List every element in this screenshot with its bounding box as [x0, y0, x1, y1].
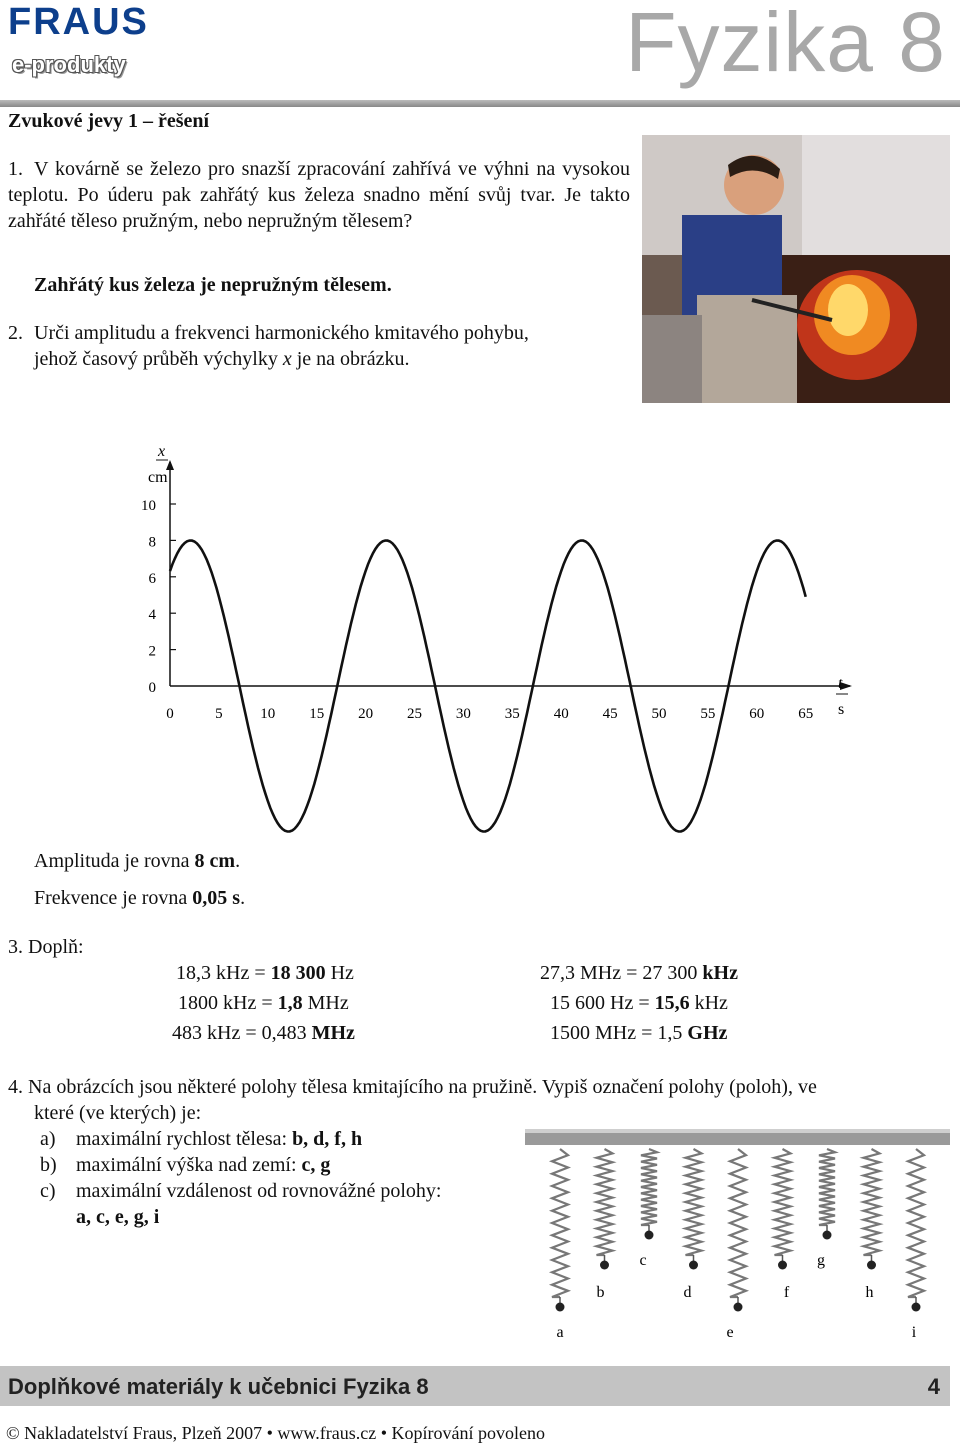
question-1 — [8, 156, 630, 234]
variable-x: x — [282, 348, 292, 370]
spring-weight — [823, 1231, 832, 1240]
conversion-row-1-left: 18,3 kHz = 18 300 Hz — [176, 962, 354, 984]
y-tick-label: 8 — [148, 534, 156, 551]
question-text: Urči amplitudu a frekvenci harmonického kmitavého pohybu, — [34, 322, 529, 344]
x-tick-label: 10 — [260, 706, 276, 722]
amplitude-answer: Amplituda je rovna 8 cm. — [34, 850, 241, 872]
spring — [730, 1149, 746, 1297]
x-tick-label: 15 — [309, 706, 325, 722]
x-tick-label: 50 — [651, 706, 667, 722]
spring-label: a — [556, 1324, 564, 1341]
question-text: V kovárně se železo pro snazší zpracování zahřívá ve výhni na vysokou teplotu. Po úderu pak zahřátý kus železa snadno mění svůj tvar. Je takto zahřáté těleso pružným, nebo nepružným tělesem? — [8, 158, 630, 232]
question-4b: b) maximální výška nad zemí: c, g — [40, 1154, 331, 1176]
question-4c-answer: a, c, e, g, i — [76, 1206, 160, 1228]
spring-weight — [778, 1261, 787, 1270]
spring — [641, 1149, 657, 1225]
y-tick-label: 10 — [141, 498, 156, 514]
x-axis-label-unit: s — [838, 701, 845, 718]
blacksmith-photo — [642, 135, 950, 403]
ceiling-highlight — [525, 1129, 950, 1133]
y-axis-label-unit: cm — [148, 469, 168, 486]
spring-label: h — [865, 1284, 874, 1301]
sheet-title: Zvukové jevy 1 – řešení — [8, 110, 210, 132]
x-tick-label: 25 — [407, 706, 422, 722]
y-axis-label-var: x — [158, 443, 166, 460]
question-2 — [8, 320, 529, 346]
displacement-time-chart — [0, 430, 900, 850]
spring-weight — [645, 1231, 654, 1240]
spring-label: g — [817, 1252, 825, 1269]
spring-label: d — [683, 1284, 692, 1301]
footer-title: Doplňkové materiály k učebnici Fyzika 8 — [8, 1374, 429, 1399]
question-4c: c) maximální vzdálenost od rovnovážné polohy: — [40, 1180, 442, 1202]
conversion-row-2-right: 15 600 Hz = 15,6 kHz — [550, 992, 728, 1014]
spring-label: c — [639, 1252, 647, 1269]
x-tick-label: 35 — [504, 706, 520, 722]
spring-weight — [912, 1303, 921, 1312]
y-tick-label: 2 — [148, 643, 156, 660]
spring-label: b — [596, 1284, 605, 1301]
x-tick-label: 0 — [166, 706, 174, 722]
spring — [775, 1149, 791, 1255]
frequency-answer: Frekvence je rovna 0,05 s. — [34, 887, 246, 909]
spring-label: f — [783, 1284, 790, 1301]
spring-weight — [556, 1303, 565, 1312]
spring-weight — [734, 1303, 743, 1312]
question-4a: a) maximální rychlost tělesa: b, d, f, h — [40, 1128, 363, 1150]
x-axis-label-var: t — [838, 675, 843, 692]
x-tick-label: 45 — [602, 706, 618, 722]
spring-weight — [600, 1261, 609, 1270]
y-tick-label: 4 — [148, 607, 156, 624]
spring — [819, 1149, 835, 1225]
spring — [686, 1149, 702, 1255]
conversion-row-1-right: 27,3 MHz = 27 300 kHz — [540, 962, 738, 984]
x-tick-label: 55 — [700, 706, 716, 722]
y-tick-label: 6 — [148, 570, 156, 587]
fraus-logo: FRAUS — [8, 1, 149, 43]
brand-title: Fyzika 8 — [625, 0, 946, 89]
question-3: 3. Doplň: — [8, 936, 84, 958]
conversion-row-3-right: 1500 MHz = 1,5 GHz — [550, 1022, 728, 1044]
header-rule — [0, 100, 960, 107]
question-number: 1. — [8, 158, 23, 180]
x-tick-label: 40 — [553, 706, 569, 722]
x-tick-label: 30 — [455, 706, 471, 722]
x-tick-label: 5 — [215, 706, 223, 722]
answer-1: Zahřátý kus železa je nepružným tělesem. — [34, 274, 392, 296]
conversion-row-2-left: 1800 kHz = 1,8 MHz — [178, 992, 349, 1014]
eprodukty-logo: e-produkty — [12, 52, 126, 77]
spring-weight — [689, 1261, 698, 1270]
spring — [864, 1149, 880, 1255]
x-tick-label: 20 — [358, 706, 374, 722]
conversion-row-3-left: 483 kHz = 0,483 MHz — [172, 1022, 355, 1044]
spring-label: i — [911, 1324, 917, 1341]
spring — [552, 1149, 568, 1297]
y-tick-label: 0 — [148, 680, 156, 696]
question-4-line2: které (ve kterých) je: — [34, 1102, 202, 1124]
x-tick-label: 60 — [749, 706, 765, 722]
spring-label: e — [726, 1324, 734, 1341]
question-number: 2. — [8, 322, 23, 344]
springs-illustration — [525, 1127, 950, 1357]
spring — [597, 1149, 613, 1255]
copyright: © Nakladatelství Fraus, Plzeň 2007 • www.fraus.cz • Kopírování povoleno — [6, 1423, 545, 1443]
spring-weight — [867, 1261, 876, 1270]
x-tick-label: 65 — [798, 706, 814, 722]
question-2-line2: jehož časový průběh výchylky x je na obrázku. — [34, 348, 410, 370]
question-4: 4. Na obrázcích jsou některé polohy tělesa kmitajícího na pružině. Vypiš označení polohy (poloh), ve — [8, 1076, 817, 1098]
page-number: 4 — [927, 1374, 940, 1399]
spring — [908, 1149, 924, 1297]
